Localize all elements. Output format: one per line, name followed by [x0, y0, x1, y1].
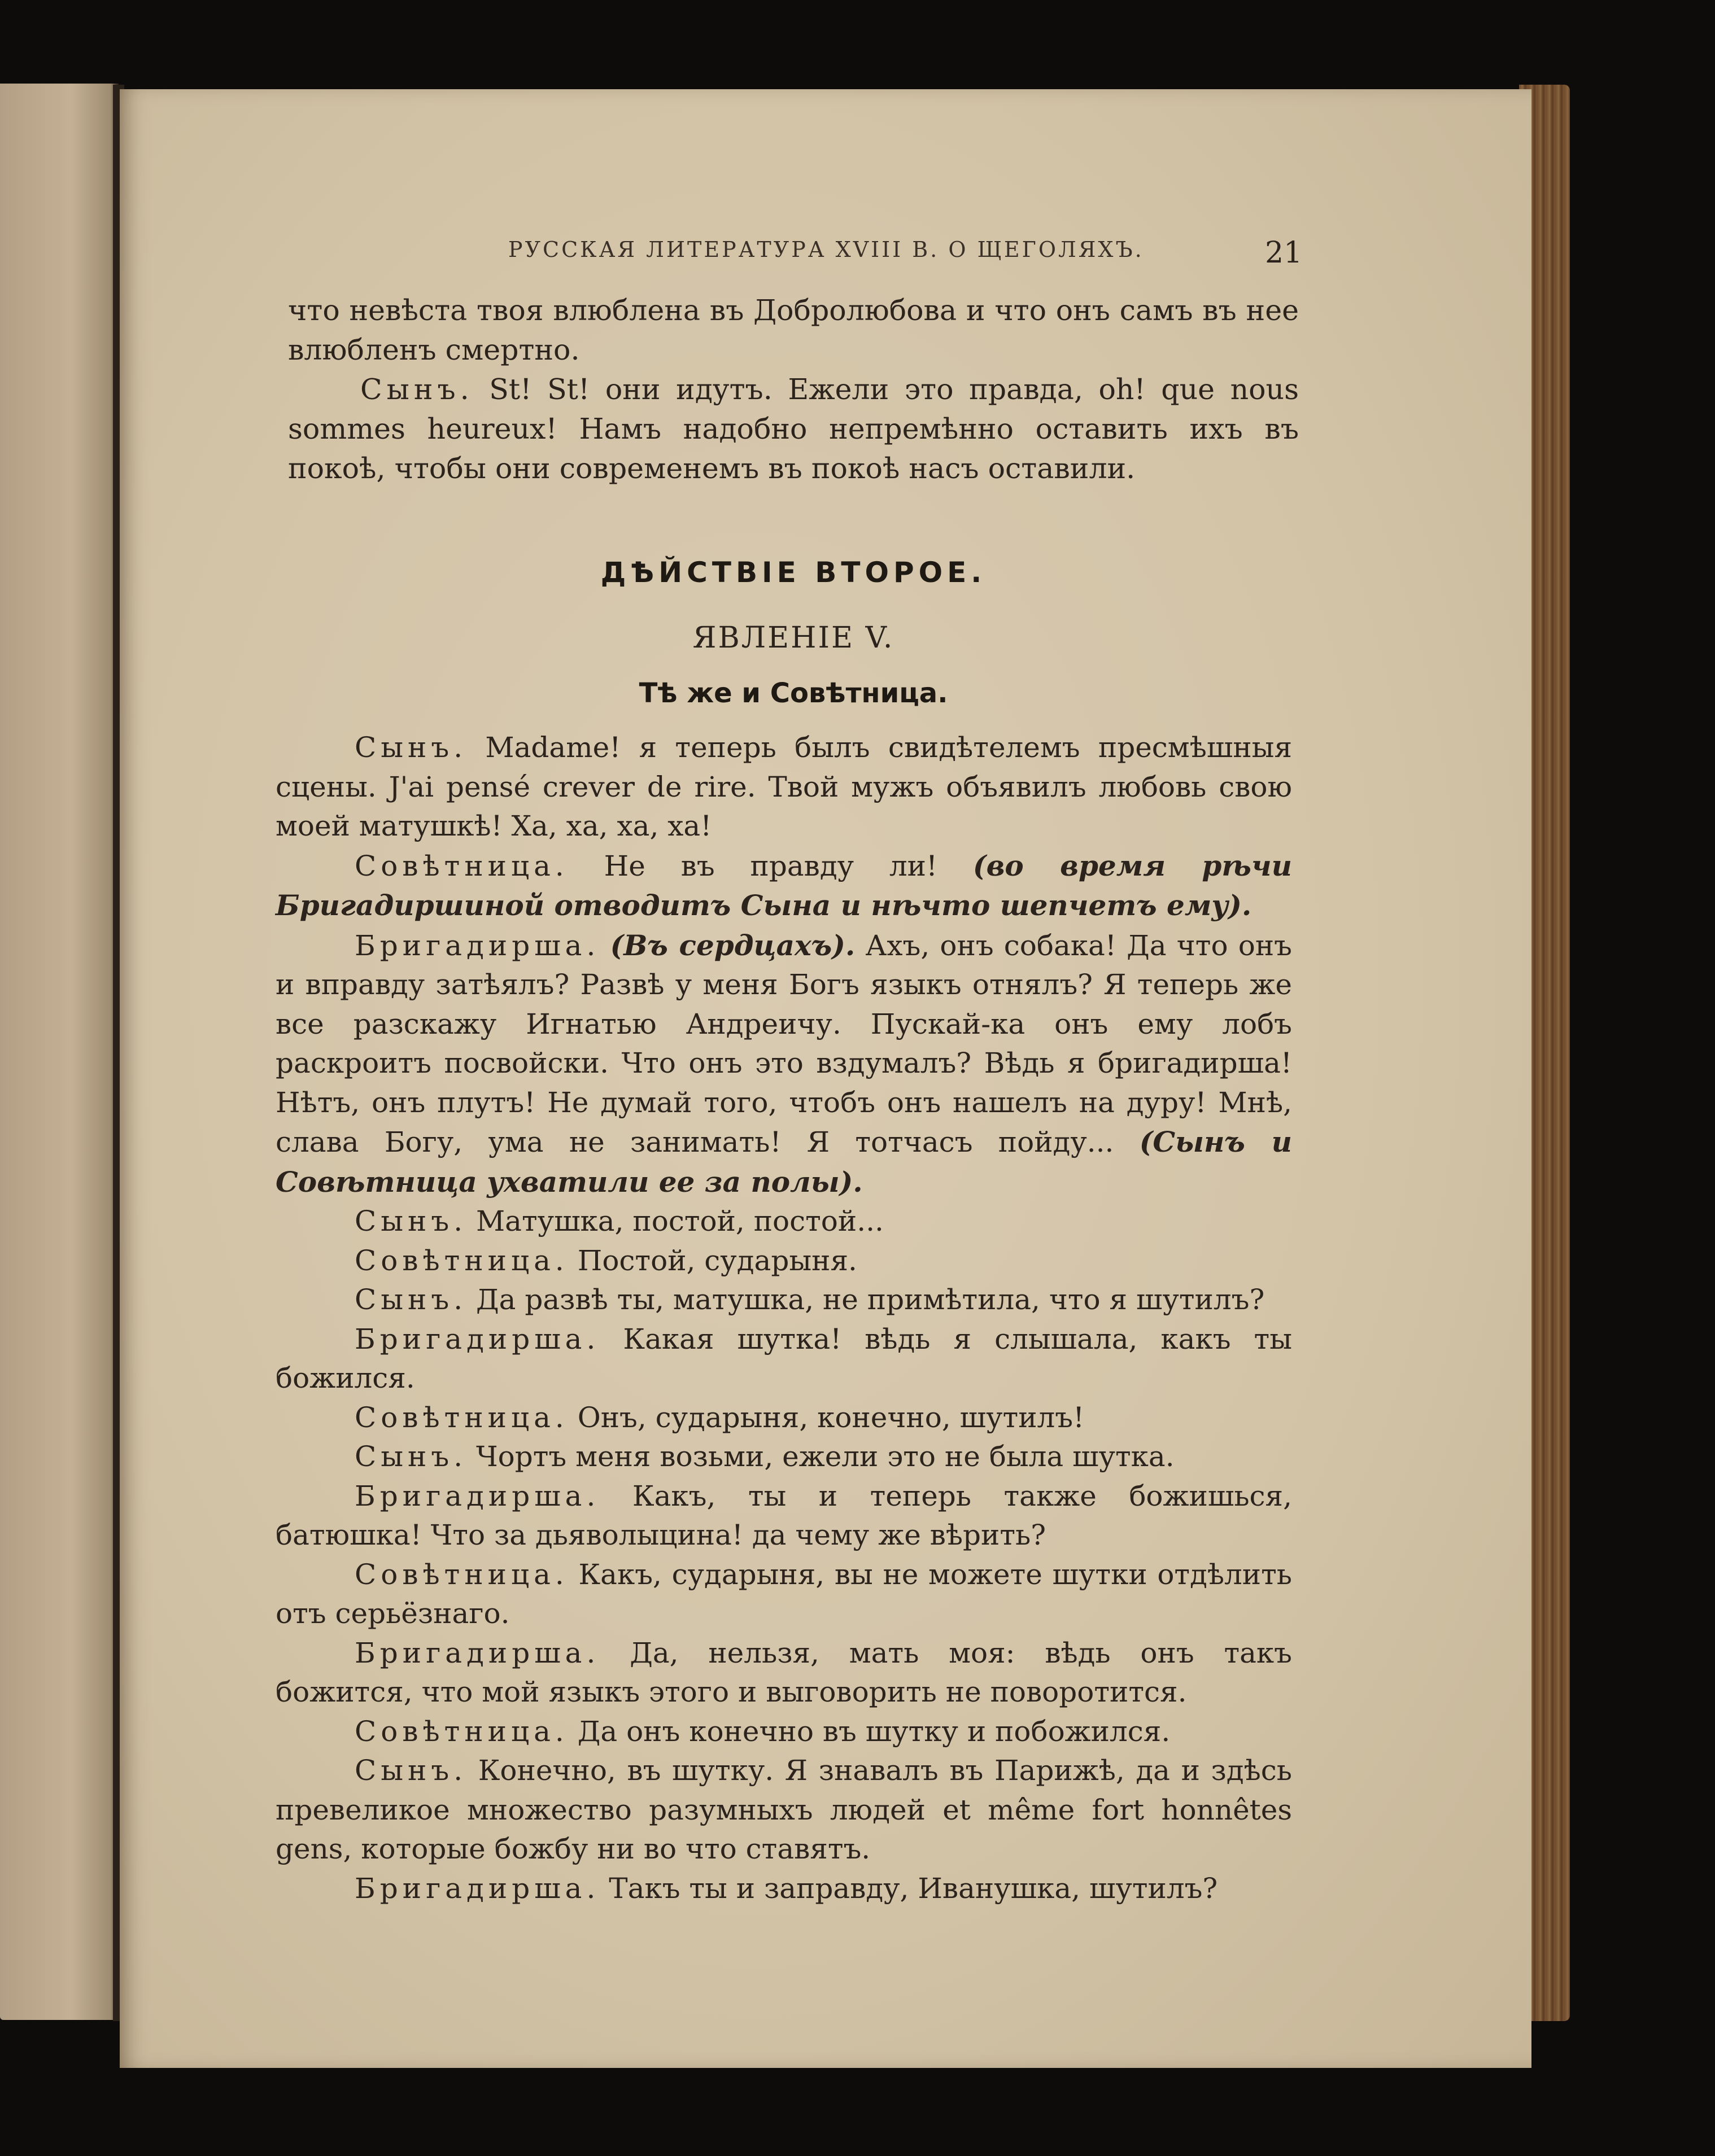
- speaker-name: Бригадирша.: [355, 1322, 600, 1355]
- speaker-name: Сынъ.: [355, 1440, 468, 1473]
- speaker-name: Совѣтница.: [355, 1401, 569, 1434]
- speaker-name: Бригадирша.: [355, 1636, 600, 1669]
- stage-direction: (во время рѣчи Бригадиршиной отводитъ Сына и нѣчто шепчетъ ему).: [276, 849, 1292, 922]
- dialogue-line: [276, 1712, 1292, 1752]
- paragraph-text: St! St! они идутъ. Ежели это правда, oh! que nous sommes heureux! Намъ надобно непремѣнно оставить ихъ въ покоѣ, чтобы они современемъ въ покоѣ насъ оставили.: [288, 373, 1299, 485]
- line-text: Да развѣ ты, матушка, не примѣтила, что я шутилъ?: [467, 1283, 1265, 1316]
- dialogue-line: [276, 846, 1292, 926]
- line-text: [600, 929, 610, 962]
- line-text: Да, нельзя, мать моя: вѣдь онъ такъ божится, что мой языкъ этого и выговорить не поворотится.: [276, 1636, 1292, 1708]
- line-text: Какая шутка! вѣдь я слышала, какъ ты божился.: [276, 1322, 1292, 1394]
- stage-direction: (Въ сердцахъ).: [610, 928, 856, 962]
- dialogue-line: [276, 1555, 1292, 1634]
- line-text: Такъ ты и заправду, Иванушка, шутилъ?: [600, 1871, 1218, 1905]
- dialogue-block: [276, 728, 1292, 1908]
- line-text: Матушка, постой, постой...: [467, 1205, 884, 1237]
- line-text: Чортъ меня возьми, ежели это не была шутка.: [467, 1440, 1175, 1473]
- speaker-name: Сынъ.: [355, 731, 468, 764]
- line-text: Какъ, сударыня, вы не можете шутки отдѣлить отъ серьёзнаго.: [276, 1558, 1292, 1630]
- dialogue-line: [276, 1320, 1292, 1398]
- line-text: Ахъ, онъ собака! Да что онъ и вправду затѣялъ? Развѣ у меня Богъ языкъ отнялъ? Я теперь же все разскажу Игнатью Андреичу. Пускай-ка онъ ему лобъ раскроитъ посвойски. Что онъ это вздумалъ? Вѣдь я бригадирша! Нѣтъ, онъ плутъ! Не думай того, чтобъ онъ нашелъ на дуру! Мнѣ, слава Богу, ума не занимать! Я тотчасъ пойду...: [276, 929, 1292, 1158]
- dialogue-line: [276, 1280, 1292, 1320]
- paragraph-text: что невѣста твоя влюблена въ Добролюбова и что онъ самъ въ нее влюбленъ смертно.: [288, 294, 1299, 366]
- speaker-name: Бригадирша.: [355, 929, 600, 962]
- dialogue-line: [276, 1869, 1292, 1909]
- dialogue-line: [276, 1751, 1292, 1869]
- dialogue-line: [276, 1398, 1292, 1438]
- facing-page-edge: [0, 84, 119, 2020]
- dialogue-line: [276, 1437, 1292, 1477]
- speaker-name: Сынъ.: [355, 1283, 468, 1316]
- speaker-name: Совѣтница.: [355, 1558, 569, 1591]
- speaker-name: Совѣтница.: [355, 1715, 569, 1748]
- speaker-name: Сынъ.: [355, 1205, 468, 1237]
- dialogue-line: [276, 926, 1292, 1202]
- dialogue-line: [276, 1477, 1292, 1555]
- line-text: Не въ правду ли!: [568, 849, 973, 882]
- cast-heading: Тѣ же и Совѣтница.: [639, 677, 948, 709]
- paragraph: [288, 370, 1299, 488]
- line-text: Онъ, сударыня, конечно, шутилъ!: [568, 1401, 1085, 1434]
- dialogue-line: [276, 1202, 1292, 1241]
- speaker-name: Совѣтница.: [355, 1244, 569, 1277]
- speaker-name: Сынъ.: [355, 1754, 468, 1787]
- scene-heading: ЯВЛЕНІЕ V.: [692, 621, 894, 655]
- speaker-name: Бригадирша.: [355, 1871, 600, 1905]
- dialogue-line: [276, 728, 1292, 846]
- page-number: 21: [1265, 236, 1303, 270]
- speaker-name: Совѣтница.: [355, 849, 569, 882]
- dialogue-line: [276, 1241, 1292, 1281]
- line-text: Да онъ конечно въ шутку и побожился.: [568, 1715, 1171, 1748]
- line-text: Постой, сударыня.: [568, 1244, 857, 1277]
- line-text: Madame! я теперь былъ свидѣтелемъ пресмѣшныя сцены. J'ai pensé crever de rire. Твой мужъ объявилъ любовь свою моей матушкѣ! Ха, ха, ха, ха!: [276, 731, 1292, 842]
- dialogue-line: [276, 1634, 1292, 1712]
- speaker-name: Бригадирша.: [355, 1479, 600, 1512]
- top-text-block: [288, 291, 1299, 488]
- line-text: Конечно, въ шутку. Я знавалъ въ Парижѣ, да и здѣсь превеликое множество разумныхъ людей et même fort honnêtes gens, которые божбу ни во что ставятъ.: [276, 1754, 1292, 1865]
- line-text: Какъ, ты и теперь также божишься, батюшка! Что за дьяволыцина! да чему же вѣрить?: [276, 1479, 1292, 1551]
- paragraph: [288, 291, 1299, 370]
- stage-direction: (Сынъ и Совѣтница ухватили ее за полы).: [276, 1125, 1292, 1199]
- act-heading: ДѢЙСТВІЕ ВТОРОЕ.: [600, 556, 987, 589]
- speaker-name: Сынъ.: [360, 373, 474, 406]
- running-head: РУССКАЯ ЛИТЕРАТУРА XVIII В. О ЩЕГОЛЯХЪ.: [508, 237, 1144, 262]
